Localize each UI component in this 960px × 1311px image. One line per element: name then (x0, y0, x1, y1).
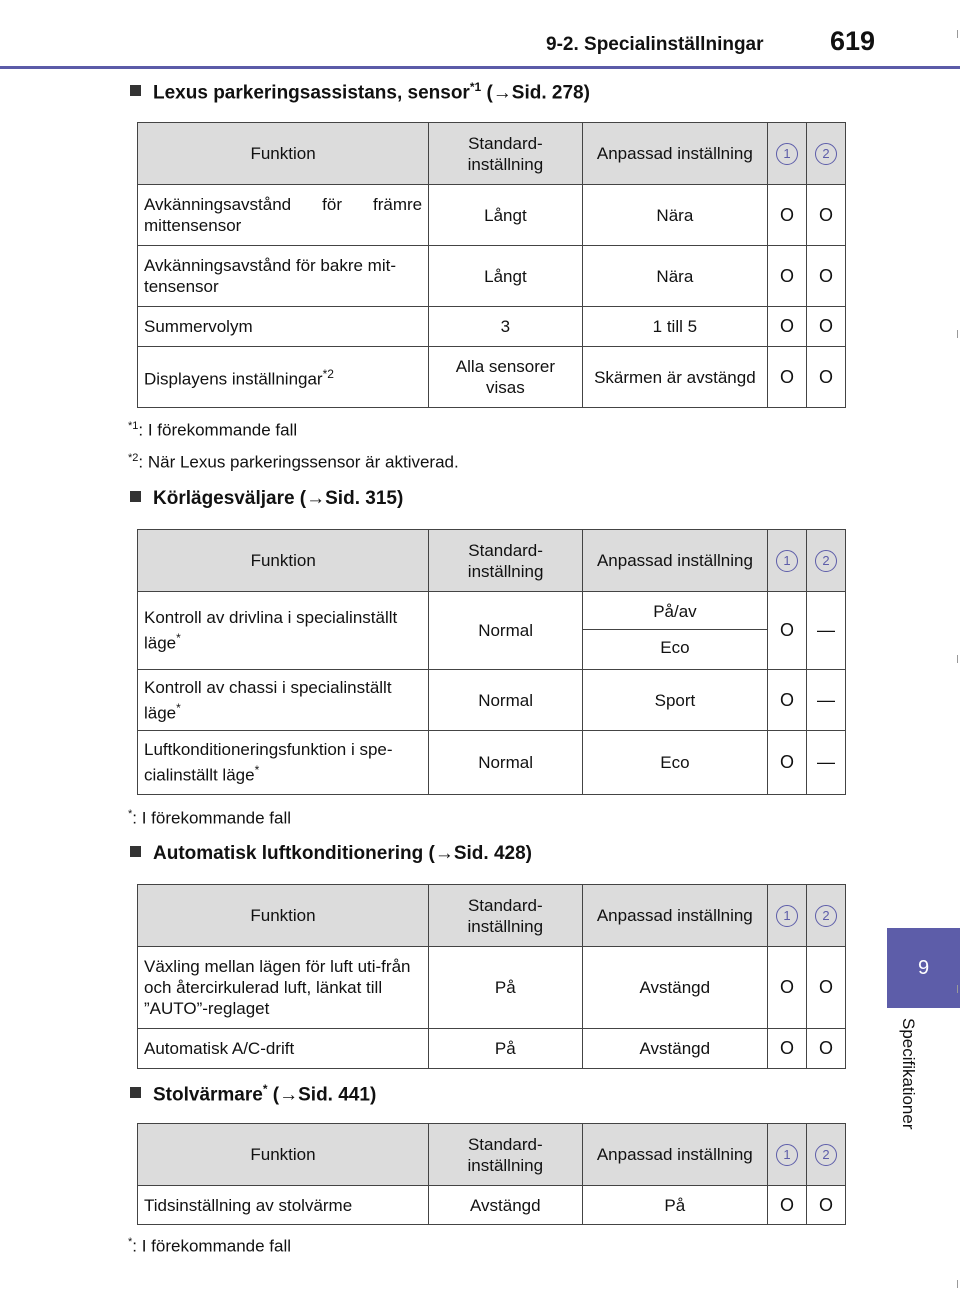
header-col2 (807, 885, 846, 947)
header-funktion: Funktion (138, 123, 429, 185)
edge-mark (957, 655, 958, 663)
cell-standard: Alla sensorer visas (429, 347, 583, 408)
section-heading-climate: Automatisk luftkonditionering (→Sid. 428) (130, 843, 532, 865)
cell-mark-2: O (807, 246, 846, 307)
page-reference[interactable]: (→Sid. 278) (481, 82, 590, 104)
cell-anpassad: Avstängd (582, 947, 767, 1029)
cell-standard: Normal (429, 670, 582, 731)
table-header-row (138, 123, 846, 185)
page-reference[interactable]: (→Sid. 315) (294, 488, 404, 509)
cell-standard: På (428, 947, 582, 1029)
chapter-label: Specifikationer (899, 1018, 918, 1130)
section-heading-seat-heater: Stolvärmare* (→Sid. 441) (130, 1082, 376, 1106)
cell-funktion: Luftkonditioneringsfunktion i spe-cialinställt läge* (138, 731, 429, 795)
settings-table-parking (137, 122, 846, 408)
header-col1 (768, 1124, 807, 1186)
cell-mark-2: O (807, 347, 846, 408)
bullet-square-icon (130, 491, 141, 502)
cell-mark-1: O (768, 307, 807, 347)
header-anpassad: Anpassad inställning (582, 123, 767, 185)
edge-mark (957, 30, 958, 38)
chapter-number: 9 (917, 956, 930, 979)
cell-anpassad: Nära (582, 185, 767, 246)
header-anpassad: Anpassad inställning (582, 1124, 767, 1186)
table-header-row (138, 1124, 846, 1186)
circle-2-icon: 2 (815, 905, 837, 927)
cell-mark-1: O (768, 947, 807, 1029)
header-standard: Standard- inställning (428, 1124, 582, 1186)
cell-funktion: Tidsinställning av stolvärme (138, 1186, 429, 1225)
cell-anpassad: 1 till 5 (582, 307, 767, 347)
page-reference[interactable]: (→Sid. 428) (423, 843, 532, 864)
cell-mark-1: O (768, 592, 807, 670)
page-number: 619 (830, 26, 876, 56)
table-row (138, 1029, 846, 1069)
cell-mark-2: — (807, 670, 846, 731)
cell-mark-2: — (807, 592, 846, 670)
cell-mark-2: O (807, 307, 846, 347)
header-col1 (768, 885, 807, 947)
bullet-square-icon (130, 85, 141, 96)
footnote: *: I förekommande fall (128, 808, 292, 828)
cell-funktion: Automatisk A/C-drift (138, 1029, 429, 1069)
circle-2-icon: 2 (815, 550, 837, 572)
table-header-row (138, 885, 846, 947)
table-row (138, 246, 846, 307)
page-reference[interactable]: (→Sid. 441) (267, 1084, 377, 1106)
table-row (138, 947, 846, 1029)
table-row (138, 1186, 846, 1225)
edge-mark (957, 1280, 958, 1288)
circle-1-icon: 1 (776, 550, 798, 572)
cell-mark-2: O (807, 1029, 846, 1069)
circle-1-icon: 1 (776, 905, 798, 927)
cell-funktion: Kontroll av chassi i specialinställt läge* (138, 670, 429, 731)
table-row (138, 670, 846, 731)
settings-table-drive-mode (137, 529, 846, 795)
circle-1-icon: 1 (776, 143, 798, 165)
header-col1 (768, 123, 807, 185)
header-anpassad: Anpassad inställning (582, 530, 767, 592)
cell-standard: På (428, 1029, 582, 1069)
section-heading-drive-mode: Körlägesväljare (→Sid. 315) (130, 488, 403, 510)
header-standard: Standard- inställning (429, 123, 583, 185)
cell-anpassad: Sport (582, 670, 767, 731)
cell-funktion: Displayens inställningar$^{*2}$ (138, 347, 429, 408)
cell-standard: Normal (429, 592, 582, 670)
cell-funktion: Kontroll av drivlina i specialinställt läge* (138, 592, 429, 670)
cell-mark-1: O (768, 347, 807, 408)
table-row (138, 185, 846, 246)
header-col2 (807, 530, 846, 592)
section-heading-parking: Lexus parkeringsassistans, sensor$^{*1}$ (→Sid. 278) (130, 80, 590, 104)
cell-mark-1: O (768, 731, 807, 795)
header-standard: Standard- inställning (428, 885, 582, 947)
bullet-square-icon (130, 1087, 141, 1098)
cell-funktion: Avkänningsavstånd för bakre mit-tensensor (138, 246, 429, 307)
cell-anpassad: Nära (582, 246, 767, 307)
header-standard: Standard- inställning (429, 530, 582, 592)
table-row (138, 307, 846, 347)
cell-anpassad: På/av Eco (582, 592, 767, 670)
cell-anpassad: Eco (582, 731, 767, 795)
cell-mark-1: O (768, 1186, 807, 1225)
table-row (138, 731, 846, 795)
cell-standard: Avstängd (428, 1186, 582, 1225)
header-rule (0, 66, 960, 69)
section-header: 9-2. Specialinställningar (546, 34, 764, 55)
cell-anpassad: Avstängd (582, 1029, 767, 1069)
header-anpassad: Anpassad inställning (582, 885, 767, 947)
settings-table-climate (137, 884, 846, 1069)
header-col1 (768, 530, 807, 592)
table-row (138, 592, 846, 670)
cell-anpassad: Skärmen är avstängd (582, 347, 767, 408)
footnote: $^{*1}$: I förekommande fall (128, 420, 298, 440)
cell-mark-2: O (807, 185, 846, 246)
circle-1-icon: 1 (776, 1144, 798, 1166)
header-col2 (806, 1124, 845, 1186)
cell-mark-1: O (768, 246, 807, 307)
cell-funktion: Avkänningsavstånd för främre mittensensor (138, 185, 429, 246)
footnote: *: I förekommande fall (128, 1236, 292, 1256)
cell-standard: Normal (429, 731, 582, 795)
cell-mark-1: O (768, 185, 807, 246)
cell-mark-2: O (806, 1186, 845, 1225)
circle-2-icon: 2 (815, 1144, 837, 1166)
footnote: $^{*2}$: När Lexus parkeringssensor är aktiverad. (128, 452, 459, 472)
cell-funktion: Summervolym (138, 307, 429, 347)
cell-standard: 3 (429, 307, 583, 347)
header-funktion: Funktion (138, 1124, 429, 1186)
cell-mark-2: — (807, 731, 846, 795)
bullet-square-icon (130, 846, 141, 857)
table-header-row (138, 530, 846, 592)
circle-2-icon: 2 (815, 143, 837, 165)
header-col2 (807, 123, 846, 185)
cell-mark-1: O (768, 670, 807, 731)
chapter-tab[interactable] (887, 928, 960, 1008)
header-funktion: Funktion (138, 885, 429, 947)
table-row (138, 347, 846, 408)
cell-standard: Långt (429, 246, 583, 307)
edge-mark (957, 330, 958, 338)
edge-mark (957, 985, 958, 993)
cell-funktion: Växling mellan lägen för luft uti-från och återcirkulerad luft, länkat till ”AUTO”-reglaget (138, 947, 429, 1029)
settings-table-seat-heater (137, 1123, 846, 1225)
cell-standard: Långt (429, 185, 583, 246)
cell-anpassad: På (582, 1186, 767, 1225)
cell-mark-2: O (807, 947, 846, 1029)
header-funktion: Funktion (138, 530, 429, 592)
cell-mark-1: O (768, 1029, 807, 1069)
